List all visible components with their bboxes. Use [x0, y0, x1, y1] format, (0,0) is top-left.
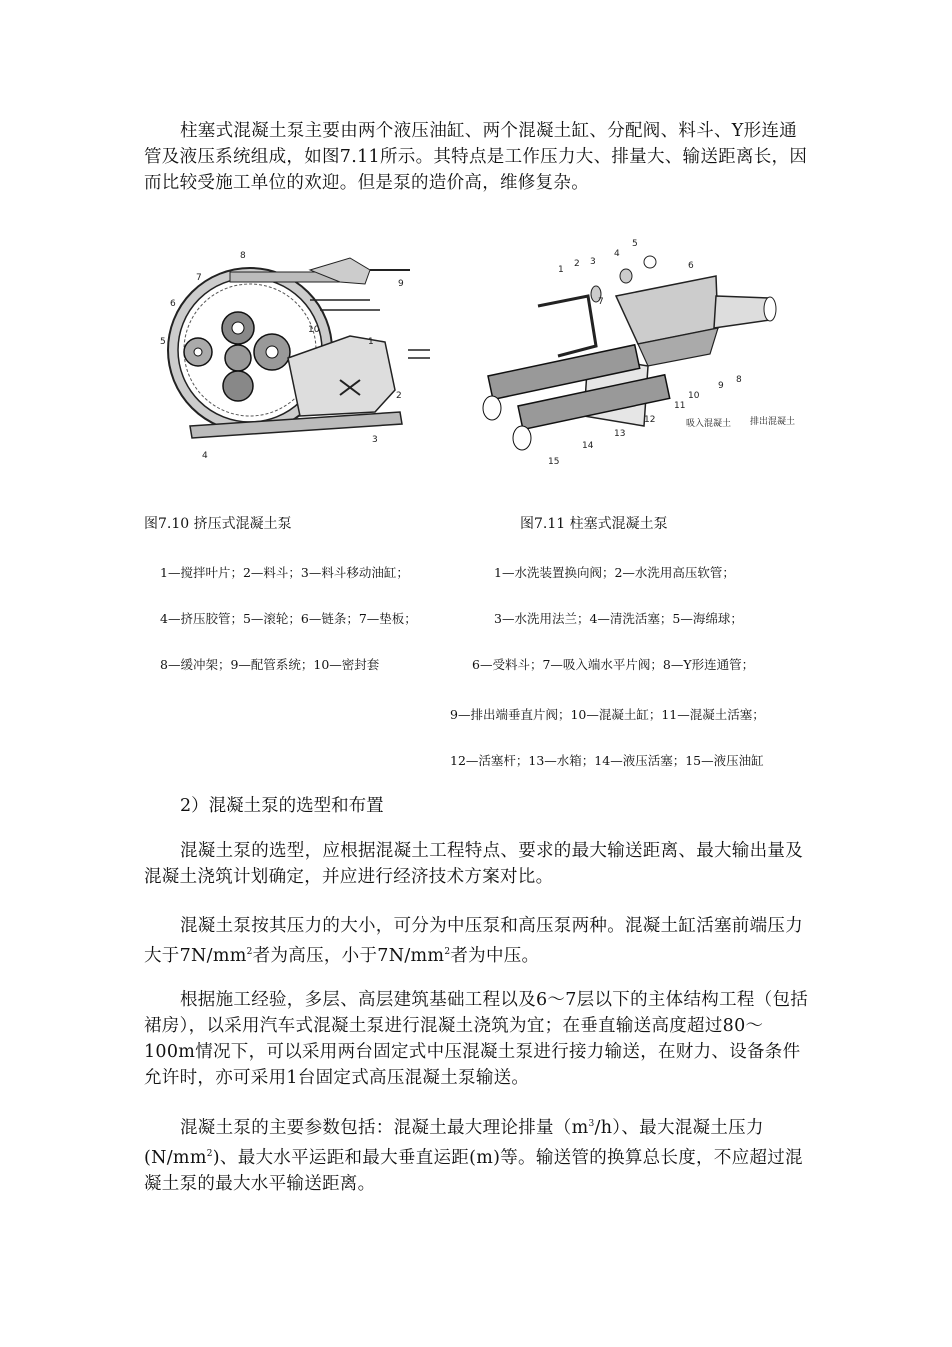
experience-paragraph: 根据施工经验，多层、高层建筑基础工程以及6～7层以下的主体结构工程（包括裙房），以采用汽车式混凝土泵进行混凝土浇筑为宜；在垂直输送高度超过80～100m情况下，可以采用两台固定式中压混凝土泵进行接力输送，在财力、设备条件允许时，亦可采用1台固定式高压混凝土泵输送。	[144, 990, 809, 1088]
legend-left-line-3: 8—缓冲架；9—配管系统；10—密封套	[160, 657, 380, 672]
part-label-6: 6	[688, 261, 694, 271]
legend-right-line-2: 3—水洗用法兰；4—清洗活塞；5—海绵球；	[494, 611, 743, 626]
legend-right-line-4: 9—排出端垂直片阀；10—混凝土缸；11—混凝土活塞；	[450, 707, 765, 722]
part-label-4: 4	[614, 249, 620, 259]
part-label-9: 9	[398, 279, 404, 289]
selection-paragraph: 混凝土泵的选型，应根据混凝土工程特点、要求的最大输送距离、最大输出量及混凝土浇筑计划确定，并应进行经济技术方案对比。	[144, 841, 803, 887]
part-label-8: 8	[240, 251, 246, 261]
part-label-8: 8	[736, 375, 742, 385]
part-label-9: 9	[718, 381, 724, 391]
figure-7-11-title: 图7.11 柱塞式混凝土泵	[520, 516, 668, 532]
part-label-7: 7	[196, 273, 202, 283]
figure-7-10-title: 图7.10 挤压式混凝土泵	[144, 516, 292, 532]
part-label-5: 5	[632, 239, 638, 249]
part-label-10: 10	[688, 391, 700, 401]
part-label-1: 1	[558, 265, 564, 275]
part-label-5: 5	[160, 337, 166, 347]
part-label-10: 10	[308, 325, 320, 335]
legend-left-line-2: 4—挤压胶管；5—滚轮；6—链条；7—垫板；	[160, 611, 417, 626]
part-label-6: 6	[170, 299, 176, 309]
part-label-14: 14	[582, 441, 594, 451]
inlet-annotation: 吸入混凝土	[686, 419, 732, 429]
part-label-3: 3	[372, 435, 378, 445]
part-label-11: 11	[674, 401, 686, 411]
part-label-15: 15	[548, 457, 560, 467]
intro-paragraph: 柱塞式混凝土泵主要由两个液压油缸、两个混凝土缸、分配阀、料斗、Y形连通管及液压系统组成，如图7.11所示。其特点是工作压力大、排量大、输送距离长，因而比较受施工单位的欢迎。但是泵的造价高，维修复杂。	[144, 121, 808, 193]
legend-left-line-1: 1—搅拌叶片；2—料斗；3—料斗移动油缸；	[160, 565, 409, 580]
part-label-2: 2	[574, 259, 580, 269]
part-label-7: 7	[598, 297, 604, 307]
part-label-2: 2	[396, 391, 402, 401]
part-label-13: 13	[614, 429, 626, 439]
section-heading: 2）混凝土泵的选型和布置	[180, 796, 384, 816]
piston-pump-figure	[478, 236, 818, 471]
part-label-1: 1	[368, 337, 374, 347]
legend-right-line-5: 12—活塞杆；13—水箱；14—液压活塞；15—液压油缸	[450, 753, 764, 768]
outlet-annotation: 排出混凝土	[750, 417, 796, 427]
parameters-paragraph: 混凝土泵的主要参数包括：混凝土最大理论排量$(m^3/h)$、最大混凝土压力$(N/mm^2)$、最大水平运距和最大垂直运距(m)等。输送管的换算总长度，不应超过混凝土泵的最大水平输送距离。	[144, 1117, 803, 1194]
legend-right-line-3: 6—受料斗；7—吸入端水平片阀；8—Y形连通管；	[472, 657, 755, 672]
squeeze-pump-figure	[160, 240, 430, 470]
part-label-3: 3	[590, 257, 596, 267]
part-label-12: 12	[644, 415, 656, 425]
legend-right-line-1: 1—水洗装置换向阀；2—水洗用高压软管；	[494, 565, 735, 580]
part-label-4: 4	[202, 451, 208, 461]
pressure-paragraph: 混凝土泵按其压力的大小，可分为中压泵和高压泵两种。混凝土缸活塞前端压力大于$7N/mm^2$者为高压，小于$7N/mm^2$者为中压。	[144, 916, 803, 966]
